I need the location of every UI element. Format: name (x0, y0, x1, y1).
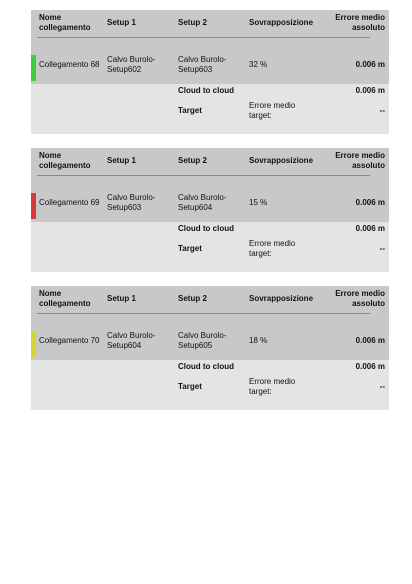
link-card (31, 286, 389, 410)
link-overlap: 32 % (249, 60, 268, 69)
header-divider (37, 313, 370, 314)
table-header (31, 148, 389, 184)
header-name-label: Nome collegamento (39, 289, 91, 308)
target-error-label: Errore medio target: (249, 239, 296, 258)
link-setup1: Calvo Burolo- Setup603 (107, 193, 156, 212)
header-setup1-label: Setup 1 (107, 18, 136, 27)
link-overlap: 18 % (249, 336, 268, 345)
header-name-label: Nome collegamento (39, 151, 91, 170)
header-error-label: Errore medio assoluto (335, 13, 385, 32)
header-divider (37, 175, 370, 176)
link-details (31, 360, 389, 410)
link-setup2: Calvo Burolo- Setup604 (178, 193, 227, 212)
link-details (31, 222, 389, 272)
target-label: Target (178, 106, 202, 115)
target-error-value: -- (379, 106, 385, 115)
link-setup1: Calvo Burolo- Setup604 (107, 331, 156, 350)
link-error: 0.006 m (355, 198, 385, 207)
link-details (31, 84, 389, 134)
link-status-color-bar (31, 331, 36, 357)
cloud-to-cloud-label: Cloud to cloud (178, 224, 234, 233)
link-name: Collegamento 70 (39, 336, 100, 345)
header-setup1-label: Setup 1 (107, 156, 136, 165)
header-error-label: Errore medio assoluto (335, 289, 385, 308)
cloud-to-cloud-label: Cloud to cloud (178, 86, 234, 95)
link-setup2: Calvo Burolo- Setup603 (178, 55, 227, 74)
header-overlap-label: Sovrapposizione (249, 156, 314, 165)
target-error-value: -- (379, 382, 385, 391)
link-error: 0.006 m (355, 336, 385, 345)
header-overlap-label: Sovrapposizione (249, 294, 314, 303)
cloud-to-cloud-value: 0.006 m (355, 224, 385, 233)
table-header (31, 10, 389, 46)
cloud-to-cloud-value: 0.006 m (355, 86, 385, 95)
link-overlap: 15 % (249, 198, 268, 207)
link-status-color-bar (31, 193, 36, 219)
header-error-label: Errore medio assoluto (335, 151, 385, 170)
header-setup2-label: Setup 2 (178, 18, 207, 27)
target-label: Target (178, 244, 202, 253)
header-overlap-label: Sovrapposizione (249, 18, 314, 27)
link-row (31, 46, 389, 84)
link-card (31, 10, 389, 134)
header-name-label: Nome collegamento (39, 13, 91, 32)
target-error-label: Errore medio target: (249, 377, 296, 396)
table-header (31, 286, 389, 322)
target-label: Target (178, 382, 202, 391)
link-error: 0.006 m (355, 60, 385, 69)
link-name: Collegamento 69 (39, 198, 100, 207)
link-setup1: Calvo Burolo- Setup602 (107, 55, 156, 74)
link-setup2: Calvo Burolo- Setup605 (178, 331, 227, 350)
link-card (31, 148, 389, 272)
header-setup2-label: Setup 2 (178, 156, 207, 165)
link-row (31, 184, 389, 222)
target-error-label: Errore medio target: (249, 101, 296, 120)
target-error-value: -- (379, 244, 385, 253)
header-divider (37, 37, 370, 38)
cloud-to-cloud-label: Cloud to cloud (178, 362, 234, 371)
link-row (31, 322, 389, 360)
header-setup1-label: Setup 1 (107, 294, 136, 303)
cloud-to-cloud-value: 0.006 m (355, 362, 385, 371)
link-status-color-bar (31, 55, 36, 81)
header-setup2-label: Setup 2 (178, 294, 207, 303)
link-name: Collegamento 68 (39, 60, 100, 69)
